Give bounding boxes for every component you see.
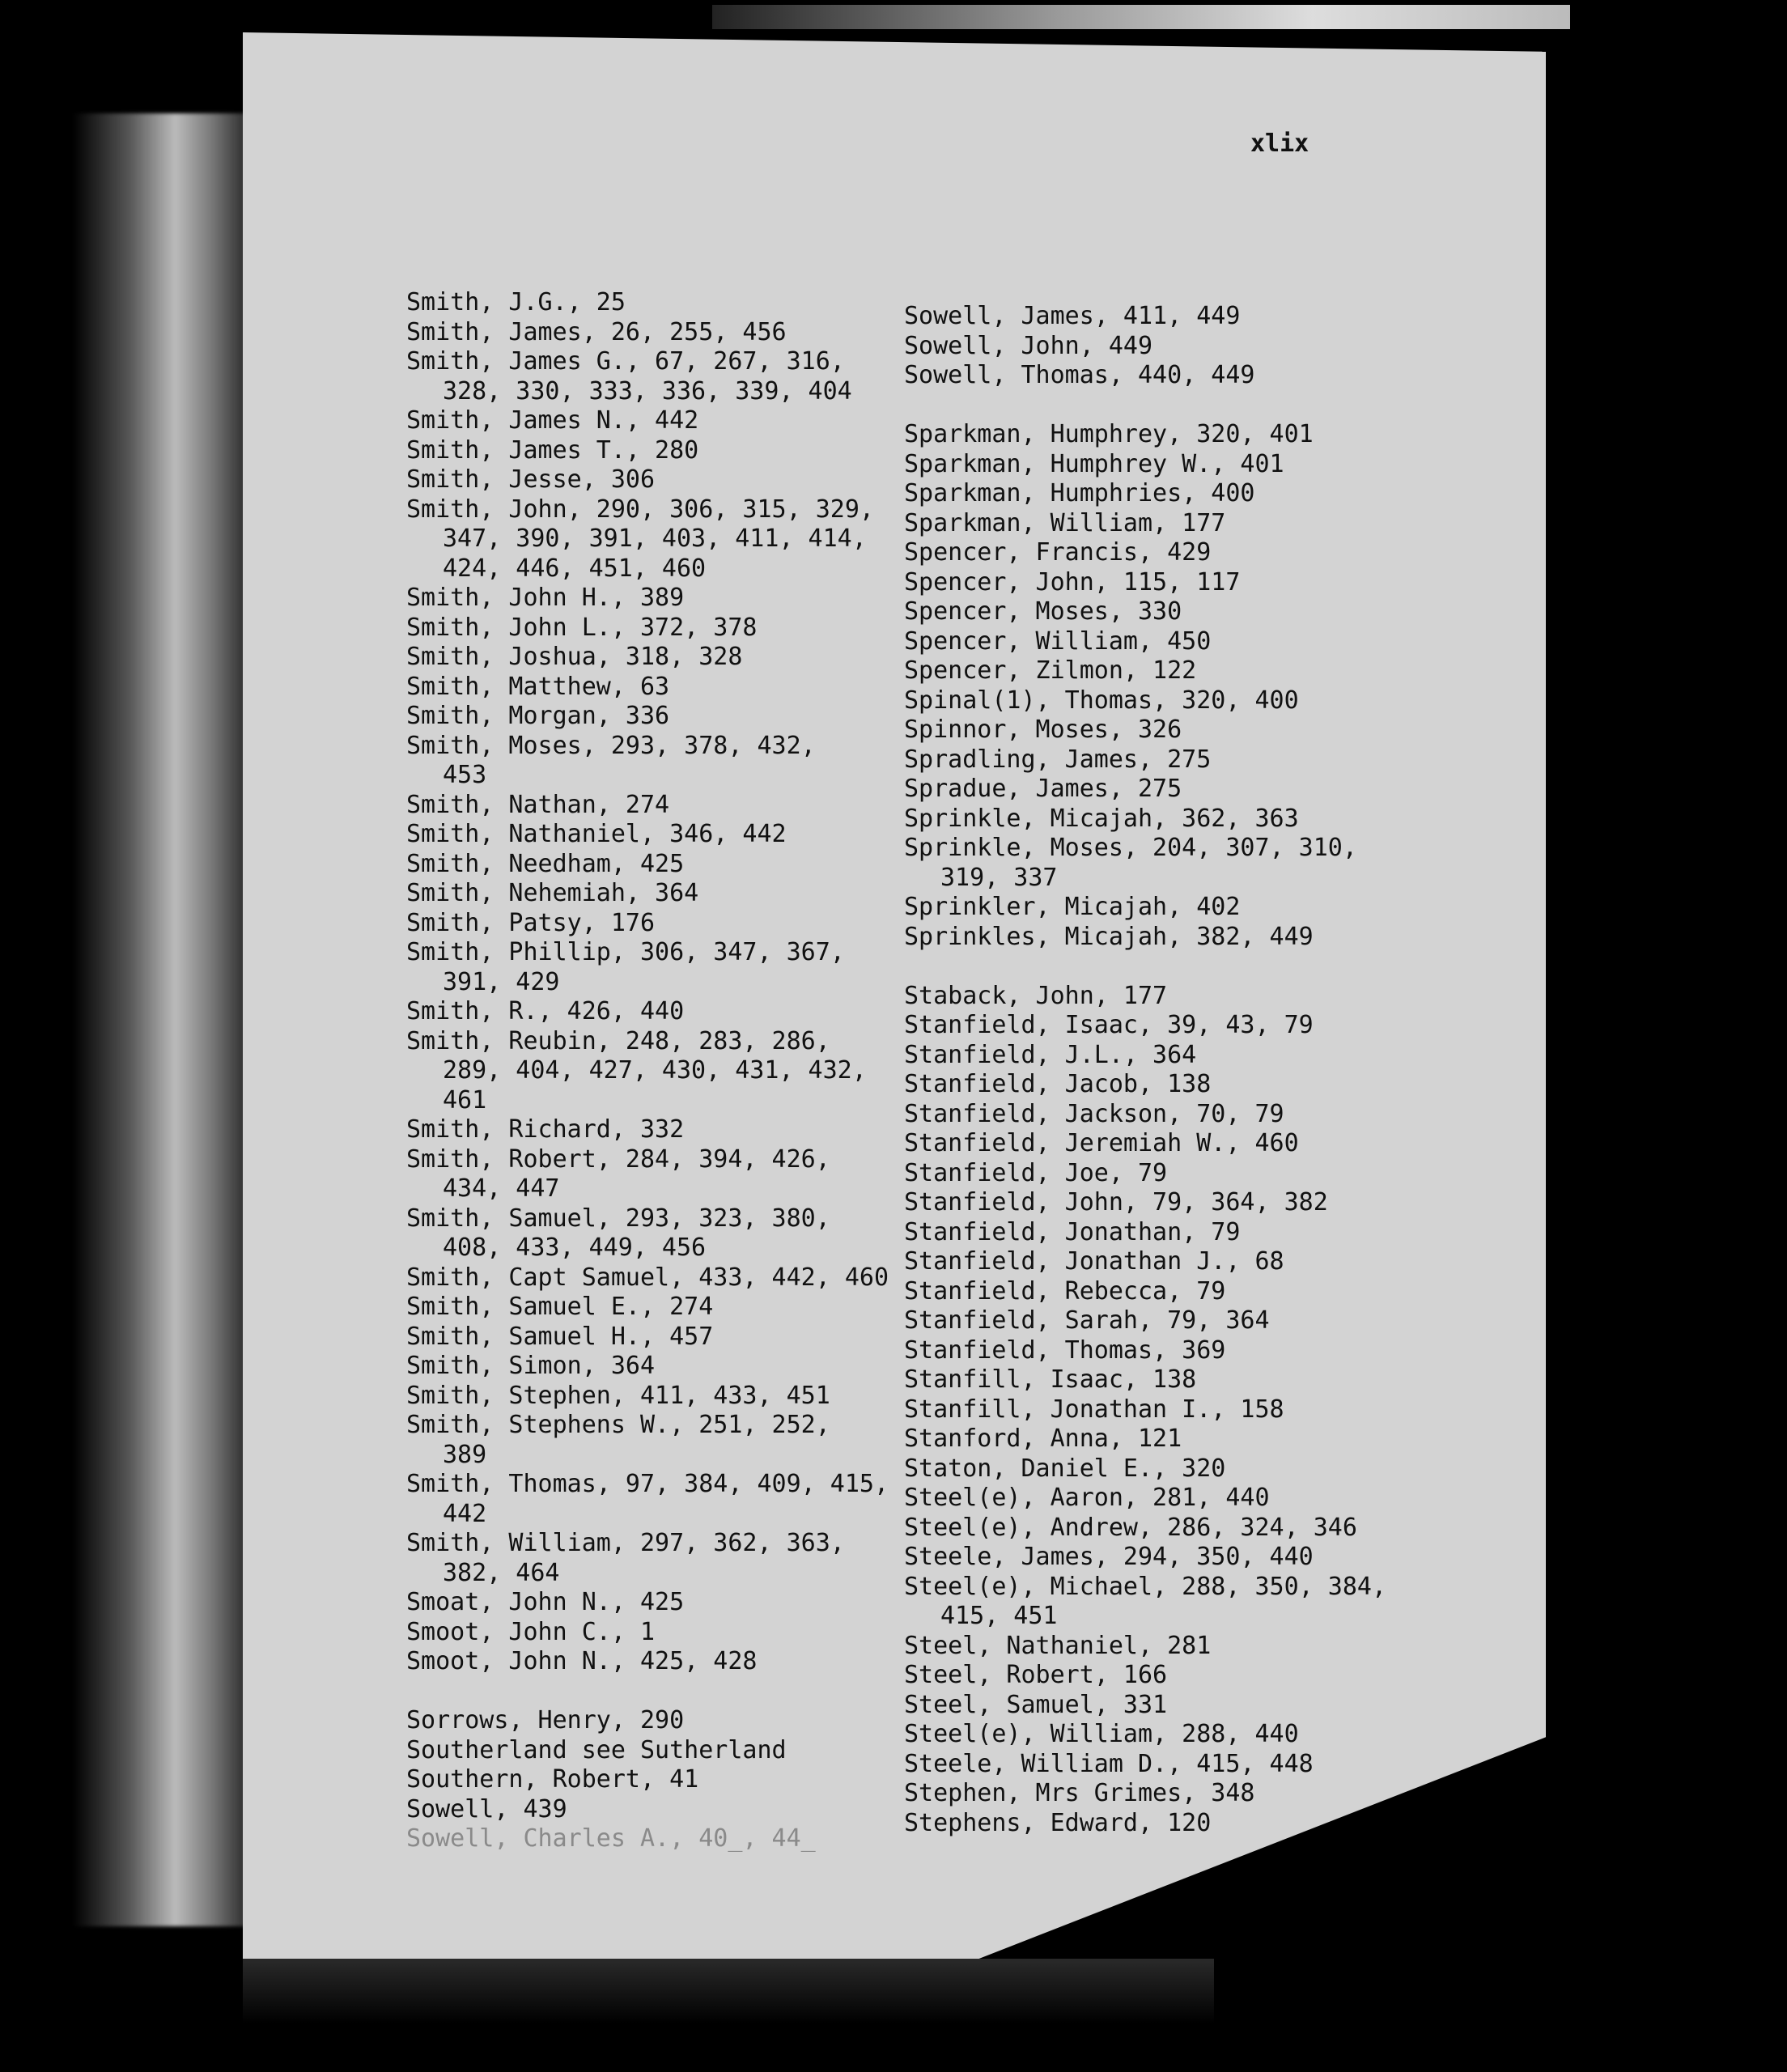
index-entry	[406, 1204, 889, 1263]
entry-line: Stanfield, Jonathan, 79	[904, 1217, 1241, 1246]
index-entry	[904, 1691, 1386, 1721]
entry-line: Staback, John, 177	[904, 981, 1168, 1010]
index-entry	[904, 805, 1386, 834]
entry-line: Sprinkler, Micajah, 402	[904, 893, 1241, 921]
entry-line: Stephen, Mrs Grimes, 348	[904, 1779, 1255, 1807]
entry-line: Smith, Patsy, 176	[406, 908, 656, 937]
index-entry	[904, 893, 1386, 923]
index-entry	[406, 1618, 889, 1648]
entry-line: Steel(e), William, 288, 440	[904, 1720, 1299, 1748]
entry-line: Stanfield, Jacob, 138	[904, 1070, 1212, 1098]
index-entry	[904, 1661, 1386, 1691]
entry-line: Steel(e), Aaron, 281, 440	[904, 1484, 1270, 1512]
entry-line: Smith, Moses, 293, 378, 432,	[406, 731, 816, 760]
entry-line: Stanfill, Isaac, 138	[904, 1365, 1197, 1394]
entry-line: Smith, John H., 389	[406, 584, 685, 612]
entry-line: Smith, J.G., 25	[406, 288, 626, 316]
index-entry	[406, 1145, 889, 1204]
index-entry	[406, 1027, 889, 1116]
index-entry	[904, 1632, 1386, 1662]
index-entry	[406, 1470, 889, 1529]
entry-line: Stanfield, Jackson, 70, 79	[904, 1099, 1284, 1128]
entry-line: Smith, James G., 67, 267, 316,	[406, 347, 845, 376]
entry-line: Sowell, Thomas, 440, 449	[904, 361, 1255, 389]
index-entry	[904, 1247, 1386, 1277]
index-entry	[406, 938, 889, 997]
entry-line: Sparkman, Humphries, 400	[904, 479, 1255, 507]
entry-continuation-line: 408, 433, 449, 456	[443, 1233, 707, 1262]
index-entry	[904, 1218, 1386, 1248]
index-entry	[406, 820, 889, 850]
index-entry	[904, 1070, 1386, 1100]
index-entry	[406, 1263, 889, 1293]
entry-line: Southerland see Sutherland	[406, 1735, 787, 1764]
section-gap	[904, 391, 1386, 421]
entry-line: Sowell, Charles A., 40_, 44_	[406, 1824, 816, 1853]
entry-line: Smith, Morgan, 336	[406, 702, 670, 730]
index-entry	[904, 1336, 1386, 1366]
index-entry	[406, 584, 889, 614]
index-entry	[904, 1543, 1386, 1573]
index-entry	[406, 1647, 889, 1677]
index-entry	[904, 686, 1386, 716]
entry-line: Smith, Needham, 425	[406, 849, 685, 878]
index-entry	[406, 850, 889, 880]
index-entry	[406, 436, 889, 466]
index-column-right	[904, 302, 1386, 1838]
entry-line: Smith, John, 290, 306, 315, 329,	[406, 495, 874, 524]
index-entry	[904, 332, 1386, 362]
entry-line: Stephens, Edward, 120	[904, 1808, 1212, 1837]
entry-line: Smith, Samuel H., 457	[406, 1322, 714, 1351]
index-entry	[904, 1041, 1386, 1071]
entry-line: Spradling, James, 275	[904, 745, 1212, 774]
entry-line: Stanfield, Rebecca, 79	[904, 1276, 1226, 1306]
entry-line: Sowell, John, 449	[904, 331, 1153, 360]
index-entry	[406, 406, 889, 436]
index-entry	[406, 879, 889, 909]
entry-line: Smith, Samuel E., 274	[406, 1293, 714, 1321]
entry-line: Steel(e), Michael, 288, 350, 384,	[904, 1572, 1387, 1601]
index-entry	[904, 1573, 1386, 1632]
entry-line: Smith, James T., 280	[406, 435, 699, 465]
index-entry	[904, 568, 1386, 598]
entry-line: Smith, Simon, 364	[406, 1352, 656, 1380]
entry-line: Smoat, John N., 425	[406, 1588, 685, 1616]
entry-line: Spinal(1), Thomas, 320, 400	[904, 686, 1299, 715]
section-gap	[904, 952, 1386, 982]
index-entry	[406, 673, 889, 703]
entry-line: Sowell, James, 411, 449	[904, 302, 1241, 330]
index-entry	[406, 732, 889, 791]
entry-line: Stanfield, Thomas, 369	[904, 1335, 1226, 1365]
index-entry	[904, 1100, 1386, 1130]
entry-line: Steel, Robert, 166	[904, 1661, 1168, 1689]
binding-shadow	[73, 113, 259, 1926]
entry-line: Smith, Samuel, 293, 323, 380,	[406, 1204, 830, 1233]
entry-line: Smith, Reubin, 248, 283, 286,	[406, 1026, 830, 1055]
index-entry	[406, 1411, 889, 1470]
index-entry	[904, 834, 1386, 893]
entry-line: Stanfield, Jonathan J., 68	[904, 1247, 1284, 1276]
index-entry	[406, 1115, 889, 1145]
index-entry	[406, 288, 889, 318]
entry-line: Smith, James N., 442	[406, 406, 699, 435]
entry-line: Spencer, Francis, 429	[904, 538, 1212, 567]
entry-line: Sparkman, William, 177	[904, 508, 1226, 537]
entry-line: Smith, Joshua, 318, 328	[406, 643, 743, 671]
index-entry	[406, 495, 889, 584]
index-entry	[904, 1750, 1386, 1780]
index-entry	[904, 1306, 1386, 1336]
entry-line: Smith, James, 26, 255, 456	[406, 317, 787, 346]
index-entry	[904, 627, 1386, 657]
entry-line: Smith, Thomas, 97, 384, 409, 415,	[406, 1470, 889, 1498]
entry-line: Sprinkle, Micajah, 362, 363	[904, 804, 1299, 833]
index-column-left	[406, 288, 889, 1854]
entry-line: Spencer, John, 115, 117	[904, 567, 1241, 597]
entry-continuation-line: 453	[443, 761, 487, 789]
index-entry	[406, 909, 889, 939]
entry-line: Spencer, Moses, 330	[904, 597, 1182, 626]
index-entry	[904, 745, 1386, 775]
entry-line: Southern, Robert, 41	[406, 1765, 699, 1794]
entry-line: Sowell, 439	[406, 1794, 567, 1824]
entry-continuation-line: 442	[443, 1499, 487, 1528]
index-entry	[406, 1706, 889, 1736]
entry-line: Steel, Samuel, 331	[904, 1690, 1168, 1719]
index-entry	[904, 1809, 1386, 1839]
index-entry	[406, 997, 889, 1027]
index-entry	[406, 1529, 889, 1588]
entry-line: Stanfield, J.L., 364	[904, 1040, 1197, 1069]
entry-continuation-line: 328, 330, 333, 336, 339, 404	[443, 376, 852, 405]
index-entry	[406, 318, 889, 348]
entry-line: Smith, Nathaniel, 346, 442	[406, 820, 787, 848]
index-entry	[406, 465, 889, 495]
entry-line: Smith, Capt Samuel, 433, 442, 460	[406, 1263, 889, 1292]
entry-line: Smith, Jesse, 306	[406, 465, 656, 494]
entry-line: Stanfield, Sarah, 79, 364	[904, 1306, 1270, 1335]
entry-line: Smoot, John C., 1	[406, 1617, 656, 1646]
index-entry	[406, 614, 889, 643]
entry-line: Sprinkles, Micajah, 382, 449	[904, 922, 1314, 951]
entry-line: Sparkman, Humphrey, 320, 401	[904, 420, 1314, 448]
entry-line: Stanfield, Isaac, 39, 43, 79	[904, 1011, 1314, 1039]
index-entry	[406, 1824, 889, 1854]
entry-continuation-line: 289, 404, 427, 430, 431, 432,	[443, 1056, 867, 1085]
index-entry	[904, 1011, 1386, 1041]
entry-continuation-line: 347, 390, 391, 403, 411, 414,	[443, 524, 867, 553]
entry-line: Sparkman, Humphrey W., 401	[904, 449, 1284, 478]
entry-line: Steel(e), Andrew, 286, 324, 346	[904, 1513, 1357, 1542]
index-entry	[904, 1395, 1386, 1425]
section-gap	[406, 1677, 889, 1707]
entry-line: Spencer, William, 450	[904, 626, 1212, 656]
entry-line: Sorrows, Henry, 290	[406, 1706, 685, 1734]
index-entry	[406, 1352, 889, 1382]
entry-continuation-line: 434, 447	[443, 1174, 560, 1203]
index-entry	[406, 1765, 889, 1795]
index-entry	[904, 361, 1386, 391]
index-entry	[406, 1588, 889, 1618]
index-entry	[904, 538, 1386, 568]
index-entry	[904, 1484, 1386, 1514]
entry-line: Smith, John L., 372, 378	[406, 613, 758, 642]
index-entry	[406, 791, 889, 821]
index-entry	[904, 509, 1386, 539]
index-entry	[904, 1454, 1386, 1484]
index-entry	[904, 982, 1386, 1012]
index-entry	[904, 1779, 1386, 1809]
entry-line: Stanford, Anna, 121	[904, 1424, 1182, 1453]
entry-line: Sprinkle, Moses, 204, 307, 310,	[904, 834, 1357, 862]
index-entry	[904, 715, 1386, 745]
entry-line: Stanfield, Jeremiah W., 460	[904, 1129, 1299, 1157]
index-entry	[406, 643, 889, 673]
entry-line: Stanfill, Jonathan I., 158	[904, 1395, 1284, 1424]
index-entry	[904, 923, 1386, 953]
entry-line: Smith, Matthew, 63	[406, 672, 670, 701]
entry-continuation-line: 382, 464	[443, 1558, 560, 1587]
index-entry	[406, 347, 889, 406]
entry-line: Stanfield, Joe, 79	[904, 1158, 1168, 1187]
index-entry	[904, 1277, 1386, 1307]
entry-line: Smith, Robert, 284, 394, 426,	[406, 1144, 830, 1174]
entry-continuation-line: 415, 451	[940, 1602, 1058, 1630]
index-entry	[406, 1736, 889, 1766]
index-entry	[904, 1188, 1386, 1218]
scan-edge-strip	[712, 5, 1570, 29]
index-entry	[904, 1720, 1386, 1750]
index-entry	[406, 702, 889, 732]
entry-continuation-line: 424, 446, 451, 460	[443, 554, 707, 583]
entry-line: Staton, Daniel E., 320	[904, 1454, 1226, 1483]
entry-continuation-line: 389	[443, 1440, 487, 1469]
index-entry	[904, 775, 1386, 805]
entry-line: Steel, Nathaniel, 281	[904, 1631, 1212, 1660]
index-entry	[904, 656, 1386, 686]
entry-line: Smoot, John N., 425, 428	[406, 1647, 758, 1675]
index-entry	[406, 1323, 889, 1352]
entry-line: Smith, Stephen, 411, 433, 451	[406, 1381, 830, 1410]
entry-line: Spinnor, Moses, 326	[904, 715, 1182, 744]
entry-line: Steele, William D., 415, 448	[904, 1749, 1314, 1778]
page-number: xlix	[1250, 130, 1309, 158]
index-entry	[904, 1159, 1386, 1189]
entry-continuation-line: 391, 429	[443, 967, 560, 996]
index-entry	[904, 1129, 1386, 1159]
entry-line: Smith, William, 297, 362, 363,	[406, 1529, 845, 1557]
entry-line: Smith, Nathan, 274	[406, 790, 670, 819]
entry-line: Smith, R., 426, 440	[406, 997, 685, 1025]
index-entry	[406, 1293, 889, 1323]
index-entry	[406, 1795, 889, 1825]
index-entry	[406, 1382, 889, 1412]
index-entry	[904, 450, 1386, 480]
index-entry	[904, 1424, 1386, 1454]
entry-line: Smith, Nehemiah, 364	[406, 879, 699, 907]
entry-line: Spencer, Zilmon, 122	[904, 656, 1197, 685]
index-entry	[904, 479, 1386, 509]
index-entry	[904, 1514, 1386, 1543]
index-entry	[904, 420, 1386, 450]
entry-continuation-line: 319, 337	[940, 863, 1058, 892]
index-entry	[904, 1365, 1386, 1395]
index-entry	[904, 597, 1386, 627]
entry-line: Steele, James, 294, 350, 440	[904, 1543, 1314, 1571]
entry-continuation-line: 461	[443, 1085, 487, 1115]
entry-line: Smith, Stephens W., 251, 252,	[406, 1411, 830, 1439]
entry-line: Smith, Richard, 332	[406, 1115, 685, 1144]
entry-line: Smith, Phillip, 306, 347, 367,	[406, 938, 845, 966]
index-entry	[904, 302, 1386, 332]
entry-line: Spradue, James, 275	[904, 775, 1182, 803]
entry-line: Stanfield, John, 79, 364, 382	[904, 1188, 1328, 1216]
scan-bottom-shadow	[243, 1959, 1214, 2023]
